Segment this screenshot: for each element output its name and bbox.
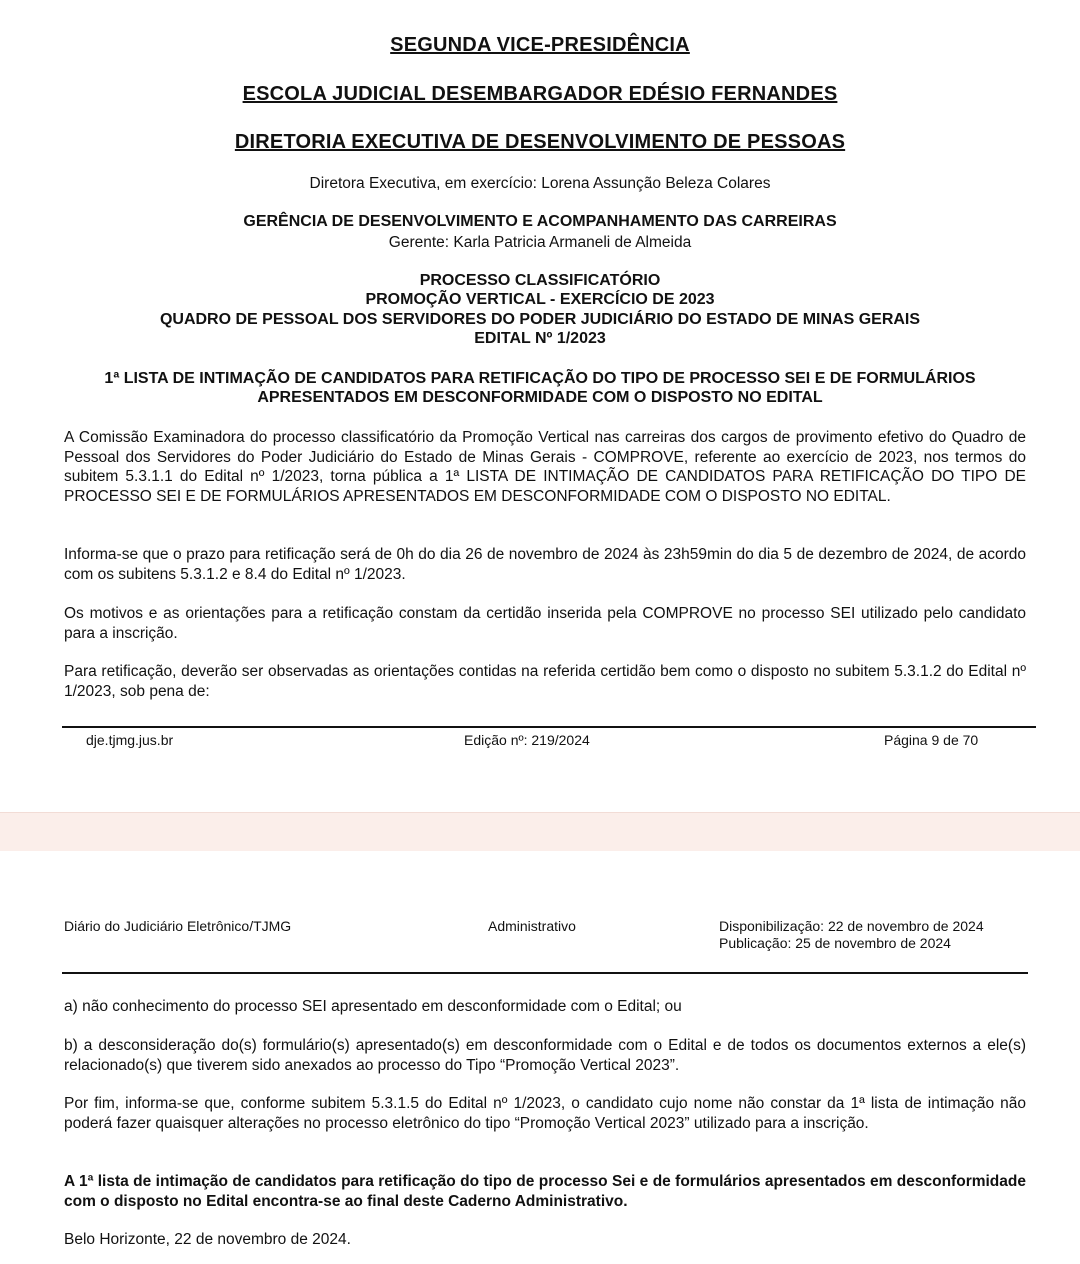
- header-escola-judicial: ESCOLA JUDICIAL DESEMBARGADOR EDÉSIO FERNANDES: [242, 83, 838, 105]
- signature-place-date: Belo Horizonte, 22 de novembro de 2024.: [64, 1231, 351, 1248]
- footer-site: dje.tjmg.jus.br: [86, 732, 174, 748]
- footer-rule: [62, 726, 1036, 728]
- paragraph-por-fim: Por fim, informa-se que, conforme subitem 5.3.1.5 do Edital nº 1/2023, o candidato cujo nome não constar da 1ª lista de intimação não poderá fazer quaisquer alterações no processo eletrônico do tipo “Promoção Vertical 2023” utilizado para a inscrição.: [64, 1095, 1026, 1132]
- header-vice-presidencia: SEGUNDA VICE-PRESIDÊNCIA: [390, 34, 690, 56]
- paragraph-motivos: Os motivos e as orientações para a retificação constam da certidão inserida pela COMPROVE no processo SEI utilizado pelo candidato para a inscrição.: [64, 605, 1026, 642]
- page-separator: [0, 812, 1080, 852]
- paragraph-retificacao: Para retificação, deverão ser observadas as orientações contidas na referida certidão bem como o disposto no subitem 5.3.1.2 do Edital nº 1/2023, sob pena de:: [64, 663, 1026, 700]
- paragraph-comissao: A Comissão Examinadora do processo classificatório da Promoção Vertical nas carreiras dos cargos de provimento efetivo do Quadro de Pessoal dos Servidores do Poder Judiciário do Estado de Minas Gerais - COMPROVE, referente ao exercício de 2023, nos termos do subitem 5.3.1.1 do Edital nº 1/2023, torna pública a 1ª LISTA DE INTIMAÇÃO DE CANDIDATOS PARA RETIFICAÇÃO DO TIPO DE PROCESSO SEI E DE FORMULÁRIOS APRESENTADOS EM DESCONFORMIDADE COM O DISPOSTO NO EDITAL.: [64, 429, 1026, 505]
- paragraph-prazo: Informa-se que o prazo para retificação será de 0h do dia 26 de novembro de 2024 às 23h59min do dia 5 de dezembro de 2024, de acordo com os subitens 5.3.1.2 e 8.4 do Edital nº 1/2023.: [64, 546, 1026, 583]
- journal-name: Diário do Judiciário Eletrônico/TJMG: [64, 918, 292, 934]
- item-b: b) a desconsideração do(s) formulário(s) apresentado(s) em desconformidade com o Edital e de todos os documentos externos a ele(s) relacionado(s) que tiverem sido anexados ao processo do Tipo “Promoção Vertical 2023”.: [64, 1037, 1026, 1074]
- gerente-line: Gerente: Karla Patricia Armaneli de Almeida: [388, 234, 692, 251]
- section-name: Administrativo: [488, 918, 576, 934]
- list-title-line-1: 1ª LISTA DE INTIMAÇÃO DE CANDIDATOS PARA RETIFICAÇÃO DO TIPO DE PROCESSO SEI E DE FORMULÁRIOS: [104, 370, 976, 387]
- document-page-10: [0, 851, 1080, 1264]
- header-diretoria: DIRETORIA EXECUTIVA DE DESENVOLVIMENTO DE PESSOAS: [234, 131, 846, 153]
- paragraph-final-notice: A 1ª lista de intimação de candidatos para retificação do tipo de processo Sei e de formulários apresentados em desconformidade com o disposto no Edital encontra-se ao final deste Caderno Administrativo.: [64, 1173, 1026, 1210]
- footer-edition: Edição nº: 219/2024: [464, 732, 590, 748]
- director-line: Diretora Executiva, em exercício: Lorena Assunção Beleza Colares: [309, 175, 771, 192]
- gerencia-title: GERÊNCIA DE DESENVOLVIMENTO E ACOMPANHAMENTO DAS CARREIRAS: [243, 213, 837, 230]
- process-line-2: PROMOÇÃO VERTICAL - EXERCÍCIO DE 2023: [365, 291, 715, 308]
- process-line-4: EDITAL Nº 1/2023: [474, 330, 606, 347]
- process-line-3: QUADRO DE PESSOAL DOS SERVIDORES DO PODER JUDICIÁRIO DO ESTADO DE MINAS GERAIS: [159, 311, 921, 328]
- list-title-line-2: APRESENTADOS EM DESCONFORMIDADE COM O DISPOSTO NO EDITAL: [257, 389, 823, 406]
- process-line-1: PROCESSO CLASSIFICATÓRIO: [419, 272, 661, 289]
- item-a: a) não conhecimento do processo SEI apresentado em desconformidade com o Edital; ou: [64, 998, 682, 1015]
- availability-date: Disponibilização: 22 de novembro de 2024: [719, 918, 984, 934]
- publication-date: Publicação: 25 de novembro de 2024: [719, 935, 951, 951]
- header-rule: [62, 972, 1028, 974]
- footer-page-number: Página 9 de 70: [884, 732, 979, 748]
